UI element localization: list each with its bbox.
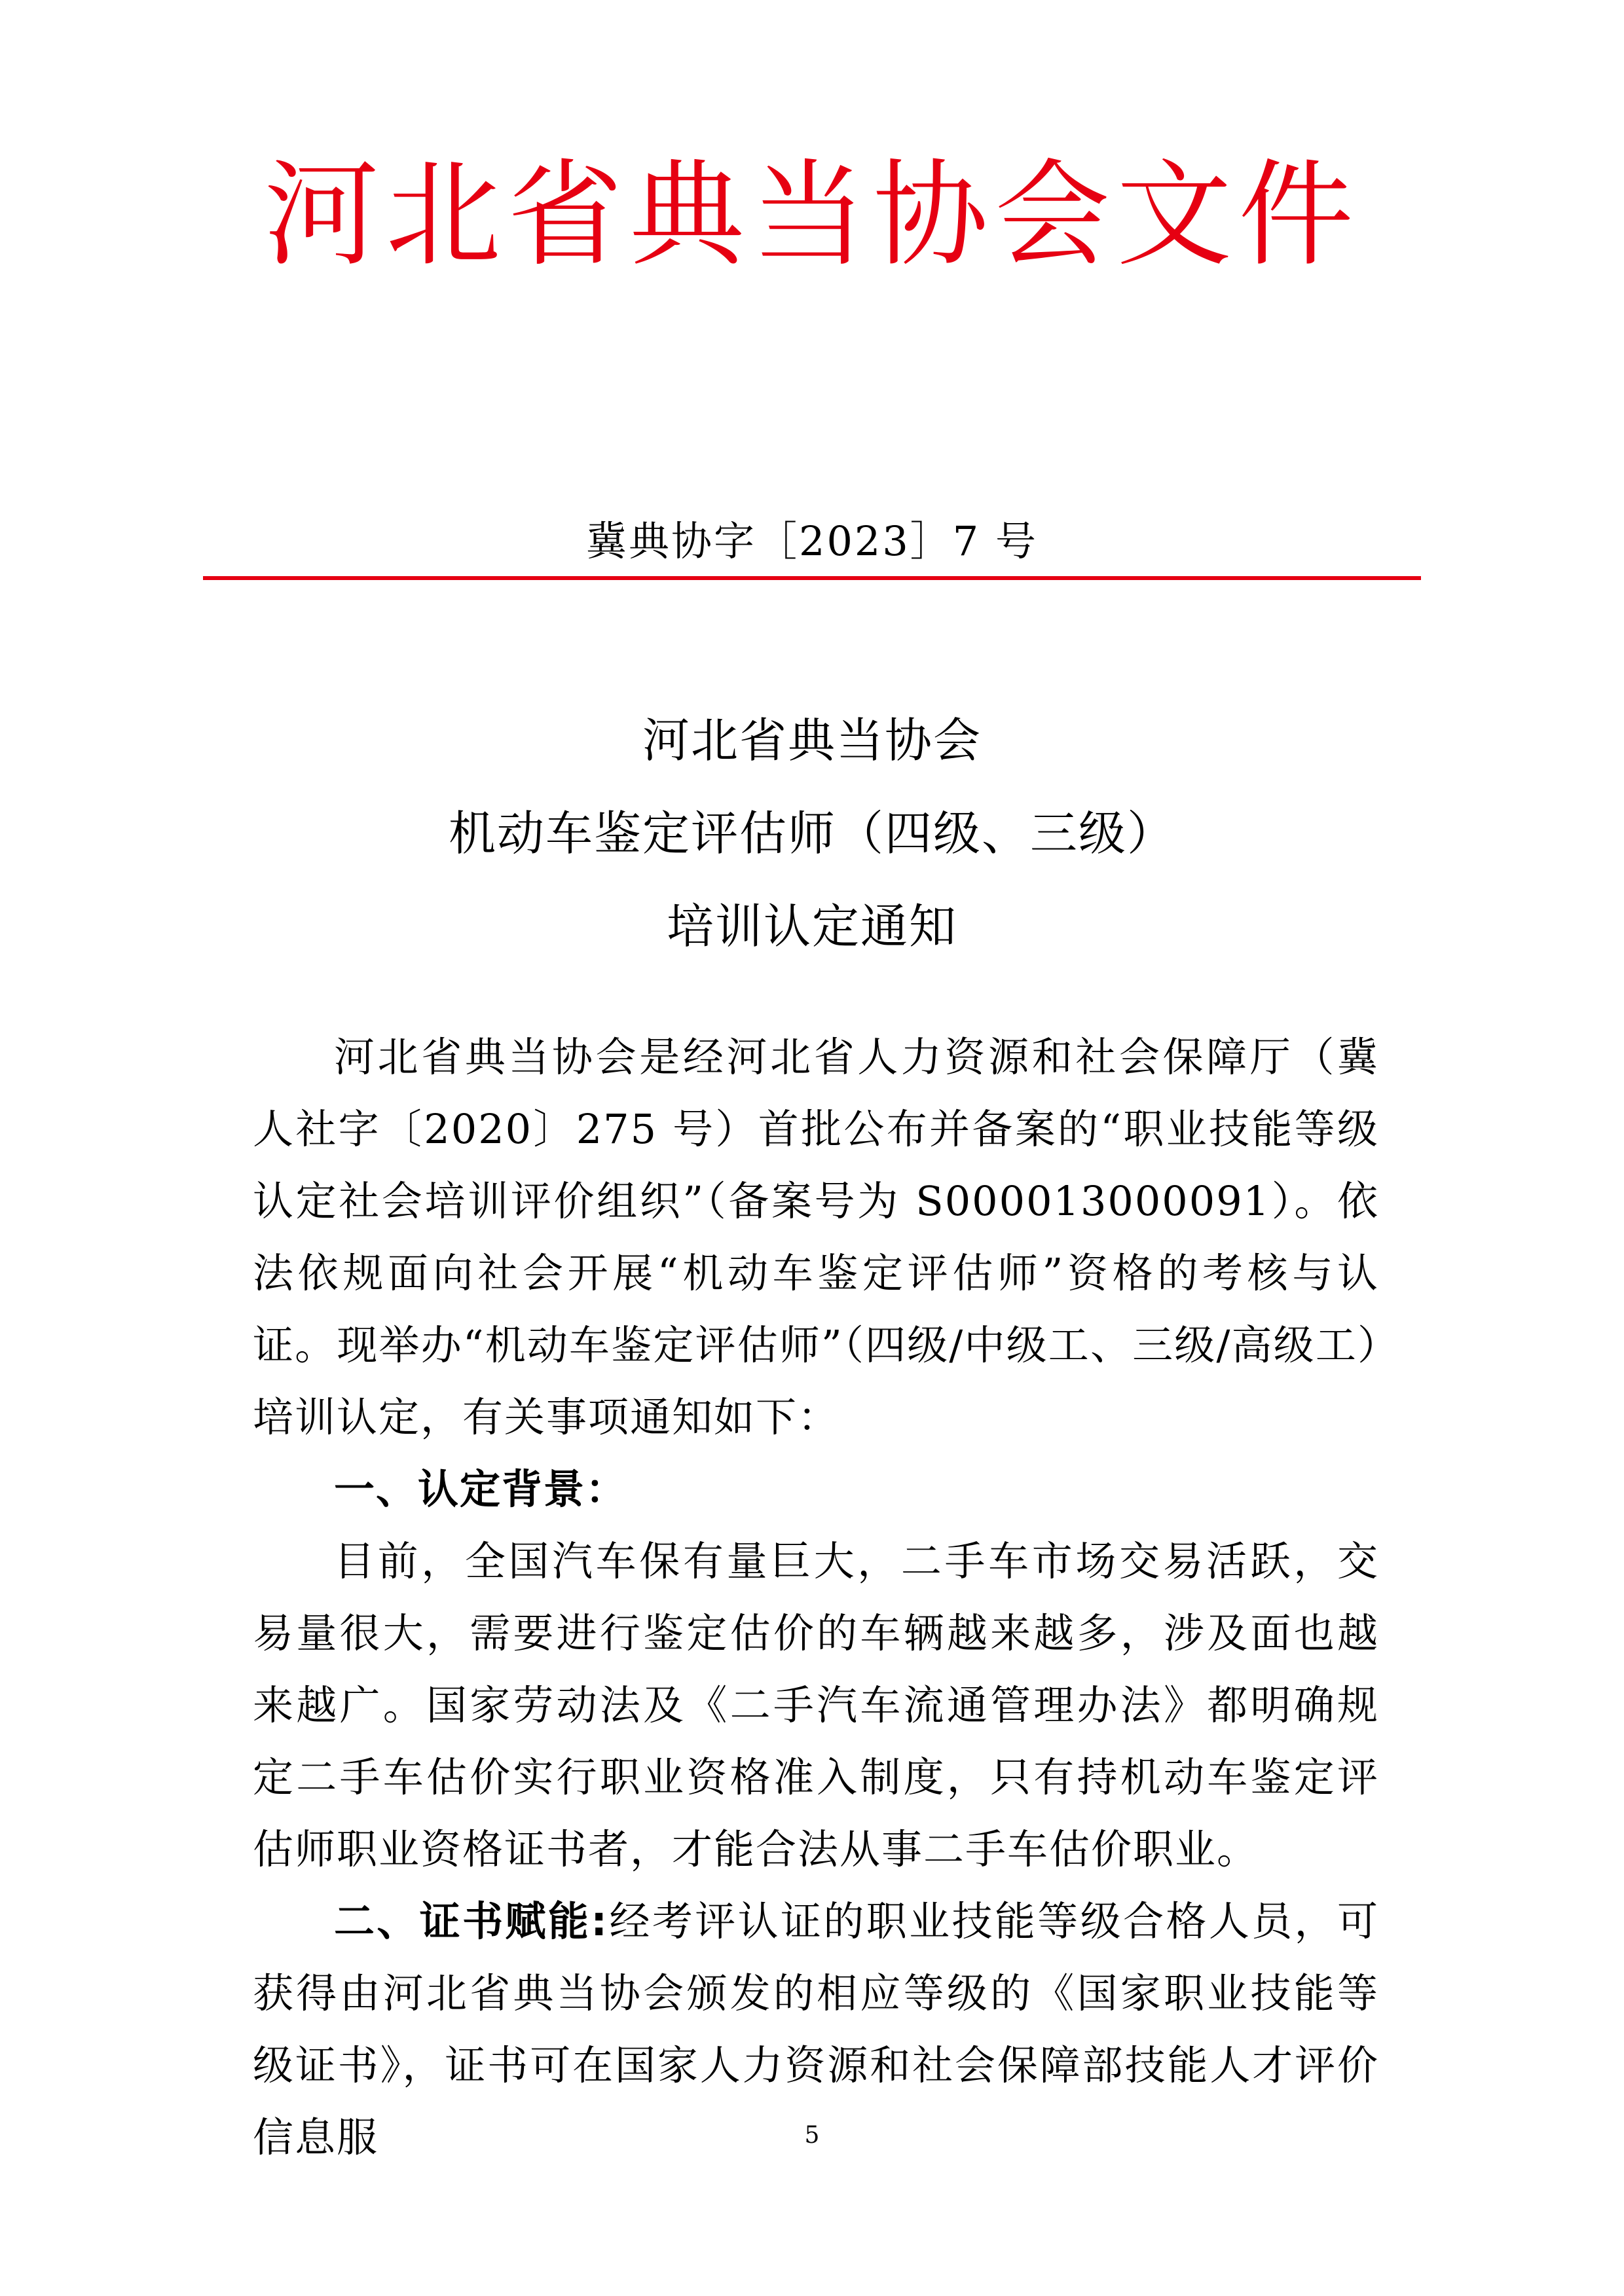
title-line-notice: 培训认定通知 <box>666 899 957 954</box>
section-1 <box>253 1453 1379 1525</box>
intro-paragraph: 河北省典当协会是经河北省人力资源和社会保障厅（冀人社字〔2020〕275 号）首批公布并备案的“职业技能等级认定社会培训评价组织”（备案号为 S000013000091）。依法依规面向社会开展“机动车鉴定评估师”资格的考核与认证。现举办“机动车鉴定评估师”（四级/中级工、三级/高级工）培训认定，有关事项通知如下： <box>253 1033 1379 1441</box>
document-number: 冀典协字［2023］7 号 <box>586 517 1038 565</box>
title-line-subject: 机动车鉴定评估师（四级、三级） <box>448 806 1175 861</box>
notice-title <box>0 694 1624 973</box>
page-number: 5 <box>804 2122 820 2149</box>
section-2-text: 经考评认证的职业技能等级合格人员，可获得由河北省典当协会颁发的相应等级的《国家职业技能等级证书》，证书可在国家人力资源和社会保障部技能人才评价信息服 <box>253 1897 1379 2161</box>
section-1-paragraph: 目前，全国汽车保有量巨大，二手车市场交易活跃，交易量很大，需要进行鉴定估价的车辆越来越多，涉及面也越来越广。国家劳动法及《二手汽车流通管理办法》都明确规定二手车估价实行职业资格准入制度，只有持机动车鉴定评估师职业资格证书者，才能合法从事二手车估价职业。 <box>253 1537 1379 1873</box>
notice-body <box>253 1021 1379 2174</box>
red-divider-line <box>203 576 1421 580</box>
section-1-heading: 一、认定背景： <box>334 1465 628 1513</box>
title-line-organization: 河北省典当协会 <box>642 713 982 768</box>
section-2-heading: 二、证书赋能: <box>334 1897 609 1945</box>
document-masthead: 河北省典当协会文件 <box>263 148 1360 282</box>
